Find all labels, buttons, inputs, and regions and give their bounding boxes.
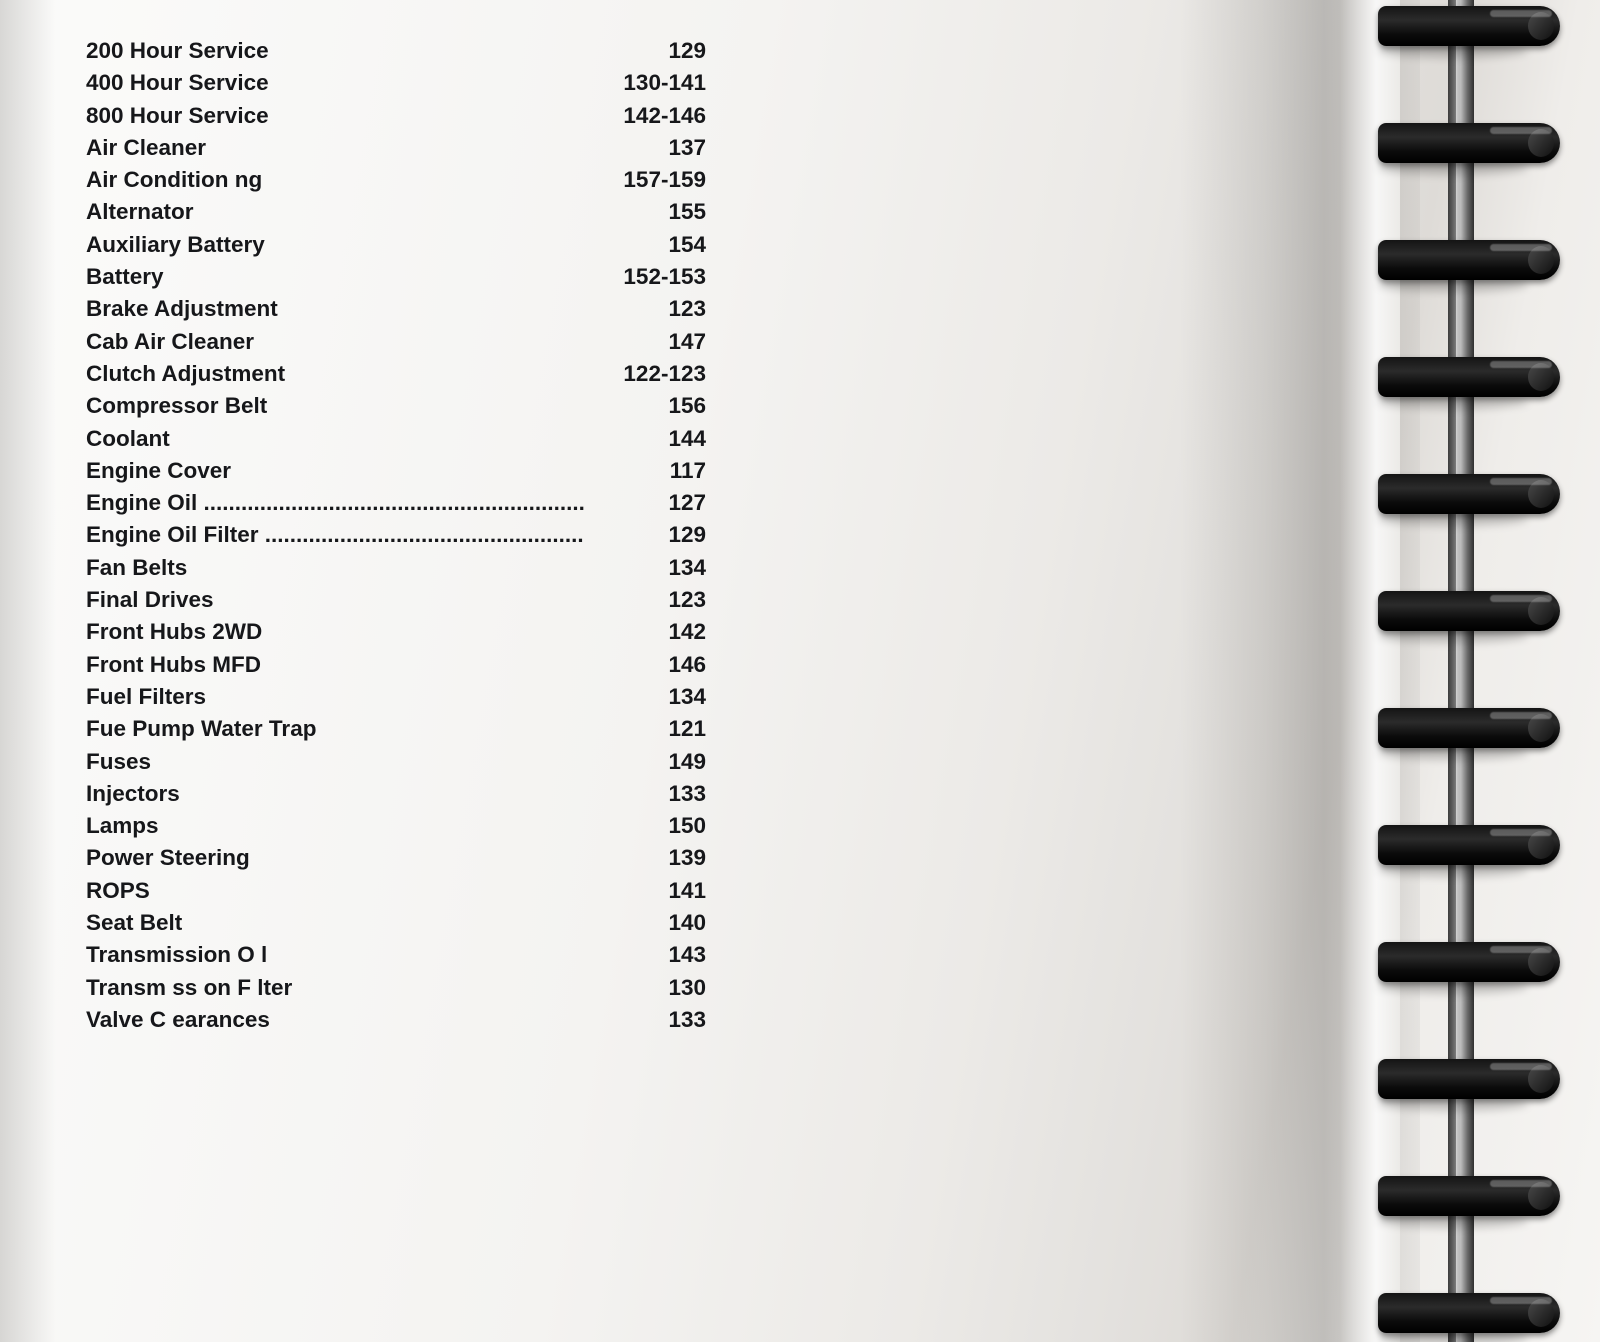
index-entry-page: 142 bbox=[668, 619, 706, 645]
index-entry-label: Fan Belts bbox=[86, 554, 188, 580]
index-entry-page: 121 bbox=[668, 716, 706, 742]
index-entry bbox=[86, 716, 706, 748]
binding-coil bbox=[1370, 817, 1570, 879]
binding-coil bbox=[1370, 934, 1570, 996]
index-entry-label: Auxiliary Battery bbox=[86, 231, 265, 257]
index-entry-label: 200 Hour Service bbox=[86, 38, 269, 63]
binding-coil bbox=[1370, 1285, 1570, 1342]
index-entry-page: 134 bbox=[668, 683, 706, 709]
binding-coil bbox=[1370, 0, 1570, 60]
index-entry-page: 157-159 bbox=[623, 167, 706, 193]
index-entry-page: 154 bbox=[668, 231, 706, 257]
index-entry bbox=[86, 522, 706, 554]
index-entry-label: Seat Belt bbox=[86, 910, 183, 936]
index-entry-page: 155 bbox=[668, 199, 706, 225]
index-entry-label: Clutch Adjustment bbox=[86, 360, 286, 386]
index-entry-label: ROPS bbox=[86, 877, 150, 903]
index-entry-page: 143 bbox=[668, 942, 706, 968]
binding-coil bbox=[1370, 700, 1570, 762]
index-entry-page: 129 bbox=[668, 38, 706, 63]
index-entry bbox=[86, 232, 706, 264]
index-entry-page: 117 bbox=[669, 457, 706, 483]
index-entry-label: Cab Air Cleaner bbox=[86, 328, 254, 354]
index-entry bbox=[86, 910, 706, 942]
index-entry bbox=[86, 135, 706, 167]
index-entry-label: Fuses bbox=[86, 748, 152, 774]
index-entry bbox=[86, 813, 706, 845]
index-entry bbox=[86, 652, 706, 684]
index-entry bbox=[86, 942, 706, 974]
binding-coil bbox=[1370, 115, 1570, 177]
index-entry-page: 146 bbox=[668, 651, 706, 677]
index-entry bbox=[86, 975, 706, 1007]
index-entry bbox=[86, 458, 706, 490]
index-entry bbox=[86, 684, 706, 716]
index-list bbox=[86, 38, 706, 1039]
index-entry-label: Front Hubs 2WD bbox=[86, 619, 263, 645]
index-entry bbox=[86, 329, 706, 361]
binding-coil bbox=[1370, 466, 1570, 528]
index-entry-label: Brake Adjustment bbox=[86, 296, 278, 322]
index-entry-label: Fuel Filters bbox=[86, 683, 207, 709]
index-entry-page: 122-123 bbox=[623, 360, 706, 386]
index-entry-page: 152-153 bbox=[623, 264, 706, 290]
binding-coil bbox=[1370, 583, 1570, 645]
index-entry-page: 147 bbox=[668, 328, 706, 354]
index-entry bbox=[86, 167, 706, 199]
index-entry bbox=[86, 393, 706, 425]
index-entry-page: 139 bbox=[668, 845, 706, 871]
index-entry-label: Engine Oil Filter ................................................... bbox=[86, 522, 584, 548]
index-entry-page: 123 bbox=[668, 587, 706, 613]
index-entry bbox=[86, 199, 706, 231]
index-entry-label: Transmission O l bbox=[86, 942, 268, 968]
index-entry bbox=[86, 749, 706, 781]
binding-coil bbox=[1370, 349, 1570, 411]
index-entry-label: Final Drives bbox=[86, 587, 214, 613]
index-entry-label: Injectors bbox=[86, 780, 180, 806]
binding-spine-highlight bbox=[1456, 0, 1461, 1342]
index-entry-label: 800 Hour Service bbox=[86, 102, 269, 128]
index-entry-page: 127 bbox=[668, 490, 706, 516]
index-entry bbox=[86, 264, 706, 296]
spiral-binding bbox=[1370, 0, 1600, 1342]
index-entry bbox=[86, 296, 706, 328]
index-entry-label: Alternator bbox=[86, 199, 194, 225]
binding-spine bbox=[1448, 0, 1474, 1342]
index-entry bbox=[86, 426, 706, 458]
index-entry-label: Coolant bbox=[86, 425, 170, 451]
binding-coil bbox=[1370, 1051, 1570, 1113]
index-entry-label: Front Hubs MFD bbox=[86, 651, 261, 677]
index-entry-page: 149 bbox=[668, 748, 706, 774]
binding-coil bbox=[1370, 232, 1570, 294]
index-entry-label: Transm ss on F lter bbox=[86, 974, 293, 1000]
binding-coil bbox=[1370, 1168, 1570, 1230]
index-entry-page: 130 bbox=[668, 974, 706, 1000]
index-entry-label: Valve C earances bbox=[86, 1006, 270, 1032]
index-entry-page: 123 bbox=[668, 296, 706, 322]
index-entry-label: Engine Oil ............................................................. bbox=[86, 490, 585, 516]
index-entry-page: 156 bbox=[668, 393, 706, 419]
index-entry bbox=[86, 845, 706, 877]
index-entry-page: 142-146 bbox=[623, 102, 706, 128]
index-entry-label: Power Steering bbox=[86, 845, 250, 871]
index-entry-page: 140 bbox=[668, 910, 706, 936]
index-entry-page: 134 bbox=[668, 554, 706, 580]
index-entry-page: 144 bbox=[668, 425, 706, 451]
index-entry-label: 400 Hour Service bbox=[86, 70, 269, 96]
index-entry bbox=[86, 490, 706, 522]
index-entry-page: 129 bbox=[668, 522, 706, 548]
index-entry-label: Battery bbox=[86, 264, 164, 290]
index-entry bbox=[86, 1007, 706, 1039]
index-entry bbox=[86, 587, 706, 619]
index-entry bbox=[86, 781, 706, 813]
index-entry-page: 150 bbox=[668, 813, 706, 839]
index-entry bbox=[86, 878, 706, 910]
index-entry bbox=[86, 70, 706, 102]
index-entry-label: Engine Cover bbox=[86, 457, 232, 483]
index-entry-page: 130-141 bbox=[623, 70, 706, 96]
page-left-edge-shadow bbox=[0, 0, 56, 1342]
index-entry-page: 133 bbox=[668, 1006, 706, 1032]
index-entry-label: Air Cleaner bbox=[86, 134, 207, 160]
index-entry-label: Fue Pump Water Trap bbox=[86, 716, 317, 742]
index-entry bbox=[86, 361, 706, 393]
index-entry bbox=[86, 555, 706, 587]
index-entry-page: 133 bbox=[668, 780, 706, 806]
index-entry bbox=[86, 103, 706, 135]
index-entry-label: Air Condition ng bbox=[86, 167, 263, 193]
index-entry-label: Compressor Belt bbox=[86, 393, 268, 419]
index-entry-page: 141 bbox=[668, 877, 706, 903]
index-entry-label: Lamps bbox=[86, 813, 159, 839]
index-entry bbox=[86, 619, 706, 651]
index-entry bbox=[86, 38, 706, 70]
index-entry-page: 137 bbox=[668, 134, 706, 160]
